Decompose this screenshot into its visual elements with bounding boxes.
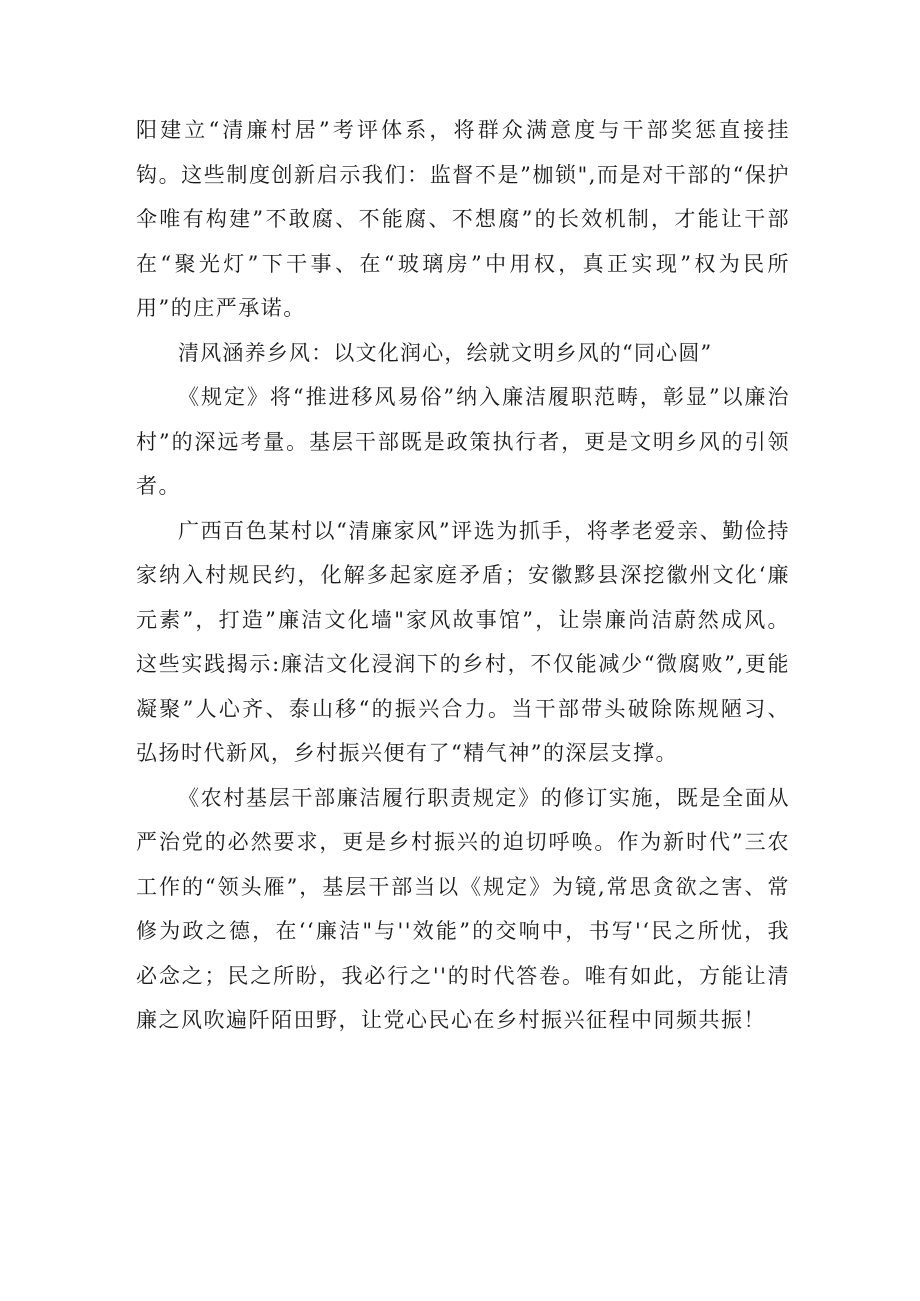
section-heading: 清风涵养乡风：以文化润心，绘就文明乡风的“同心圆”	[178, 340, 713, 365]
paragraph-regulation: 《规定》将“推进移风易俗”纳入廉洁履职范畴，彰显”以廉治村”的深远考量。基层干部既是政策执行者，更是文明乡风的引领者。	[136, 385, 790, 498]
document-body	[136, 108, 790, 1043]
paragraph-examples: 广西百色某村以“清廉家风”评选为抓手，将孝老爱亲、勤俭持家纳入村规民约，化解多起家庭矛盾；安徽黟县深挖徽州文化‘廉元素”，打造”廉洁文化墙"家风故事馆”，让崇廉尚洁蔚然成风。这些实践揭示:廉洁文化浸润下的乡村，不仅能减少“微腐败”,更能凝聚”人心齐、泰山移“的振兴合力。当干部带头破除陈规陋习、弘扬时代新风，乡村振兴便有了“精气神”的深层支撑。	[136, 518, 790, 765]
paragraph-continuation: 阳建立“清廉村居”考评体系，将群众满意度与干部奖惩直接挂钩。这些制度创新启示我们：监督不是”枷锁",而是对干部的“保护伞唯有构建”不敢腐、不能腐、不想腐”的长效机制，才能让干部在“聚光灯”下干事、在“玻璃房”中用权，真正实现”权为民所用”的庄严承诺。	[136, 118, 790, 320]
paragraph-conclusion: 《农村基层干部廉洁履行职责规定》的修订实施，既是全面从严治党的必然要求，更是乡村振兴的迫切呼唤。作为新时代”三农工作的“领头雁”，基层干部当以《规定》为镜,常思贪欲之害、常修为政之德，在‘‘廉洁"与''效能”的交响中，书写'‘民之所忧，我必念之；民之所盼，我必行之''的时代答卷。唯有如此，方能让清廉之风吹遍阡陌田野，让党心民心在乡村振兴征程中同频共振！	[136, 785, 790, 1032]
